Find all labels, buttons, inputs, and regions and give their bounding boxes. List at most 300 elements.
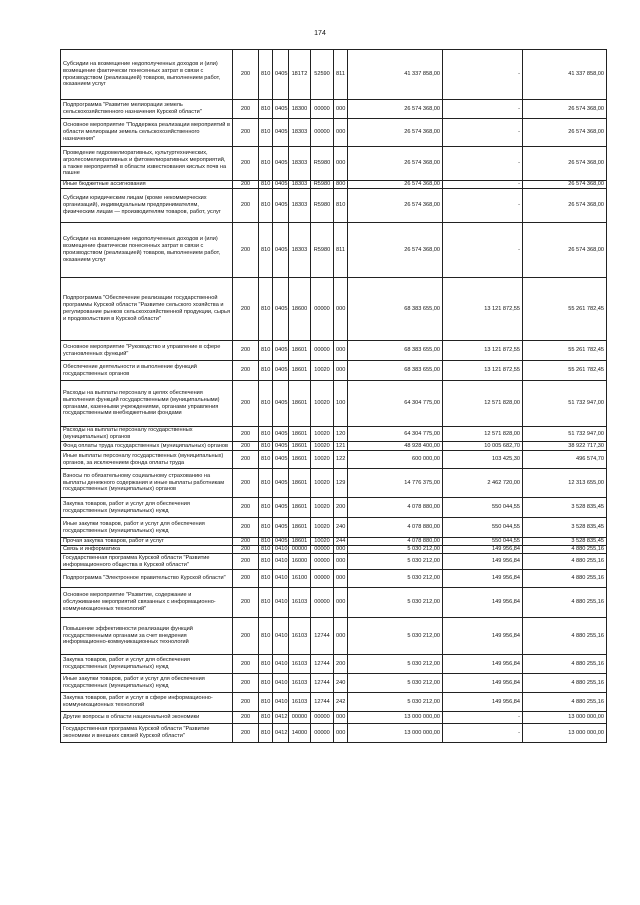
cell-expense-type: 120 <box>334 427 348 442</box>
cell-amount-3: 3 528 835,45 <box>523 518 607 538</box>
cell-code-2: 810 <box>259 147 273 181</box>
cell-target-2: 00000 <box>311 570 334 588</box>
cell-code-2: 810 <box>259 469 273 498</box>
table-row <box>61 181 607 189</box>
cell-target-2: 10020 <box>311 498 334 518</box>
cell-amount-3: 26 574 368,00 <box>523 223 607 278</box>
cell-target-2: 10020 <box>311 427 334 442</box>
cell-amount-3: 13 000 000,00 <box>523 724 607 743</box>
cell-code-1: 200 <box>233 554 259 570</box>
cell-code-2: 810 <box>259 427 273 442</box>
cell-expense-type: 000 <box>334 618 348 655</box>
cell-amount-1: 64 304 775,00 <box>348 427 443 442</box>
cell-amount-2: - <box>443 181 523 189</box>
cell-target-2: R5980 <box>311 147 334 181</box>
cell-target-2: R5980 <box>311 181 334 189</box>
table-row <box>61 381 607 427</box>
cell-section: 0410 <box>273 570 289 588</box>
cell-amount-3: 38 922 717,30 <box>523 442 607 451</box>
cell-section: 0405 <box>273 538 289 546</box>
cell-name: Закупка товаров, работ и услуг для обеспечения государственных (муниципальных) нужд <box>61 498 233 518</box>
cell-target-1: 18601 <box>289 381 311 427</box>
cell-amount-1: 5 030 212,00 <box>348 570 443 588</box>
table-row <box>61 119 607 147</box>
cell-section: 0405 <box>273 427 289 442</box>
cell-expense-type: 000 <box>334 100 348 119</box>
table-row <box>61 189 607 223</box>
cell-name: Проведение гидромелиоративных, культуртехнических, агролесомелиоративных и фитомелиоративных мероприятий, а также мероприятий в области известкования кислых почв на пашне <box>61 147 233 181</box>
cell-code-2: 810 <box>259 693 273 712</box>
cell-name: Иные выплаты персоналу государственных (муниципальных) органов, за исключением фонда оплаты труда <box>61 451 233 469</box>
cell-amount-1: 68 383 655,00 <box>348 278 443 341</box>
cell-target-1: 18601 <box>289 469 311 498</box>
cell-target-1: 00000 <box>289 712 311 724</box>
cell-code-2: 810 <box>259 588 273 618</box>
cell-amount-2: - <box>443 147 523 181</box>
cell-section: 0405 <box>273 119 289 147</box>
cell-expense-type: 200 <box>334 655 348 674</box>
cell-amount-3: 3 528 835,45 <box>523 538 607 546</box>
cell-amount-2: 550 044,55 <box>443 518 523 538</box>
cell-name: Основное мероприятие "Развитие, содержание и обслуживание мероприятий связанных с информационно-коммуникационных технологий" <box>61 588 233 618</box>
cell-amount-3: 26 574 368,00 <box>523 100 607 119</box>
cell-code-2: 810 <box>259 341 273 361</box>
cell-target-2: 00000 <box>311 554 334 570</box>
cell-amount-3: 51 732 947,00 <box>523 381 607 427</box>
cell-amount-3: 55 261 782,45 <box>523 278 607 341</box>
cell-code-2: 810 <box>259 655 273 674</box>
cell-amount-3: 26 574 368,00 <box>523 119 607 147</box>
cell-code-2: 810 <box>259 518 273 538</box>
cell-target-1: 16100 <box>289 570 311 588</box>
cell-code-1: 200 <box>233 381 259 427</box>
cell-target-2: 10020 <box>311 451 334 469</box>
cell-amount-1: 26 574 368,00 <box>348 189 443 223</box>
cell-amount-3: 4 880 255,16 <box>523 693 607 712</box>
cell-section: 0405 <box>273 278 289 341</box>
table-row <box>61 50 607 100</box>
cell-amount-3: 55 261 782,45 <box>523 361 607 381</box>
cell-expense-type: 000 <box>334 341 348 361</box>
cell-code-2: 810 <box>259 223 273 278</box>
cell-amount-1: 68 383 655,00 <box>348 341 443 361</box>
cell-target-1: 16103 <box>289 618 311 655</box>
table-row <box>61 361 607 381</box>
cell-amount-3: 4 880 255,16 <box>523 674 607 693</box>
cell-section: 0405 <box>273 100 289 119</box>
cell-section: 0405 <box>273 181 289 189</box>
cell-amount-2: 103 425,30 <box>443 451 523 469</box>
cell-target-2: 12744 <box>311 655 334 674</box>
table-row <box>61 693 607 712</box>
cell-section: 0412 <box>273 724 289 743</box>
table-row <box>61 618 607 655</box>
cell-section: 0405 <box>273 50 289 100</box>
table-row <box>61 655 607 674</box>
cell-code-2: 810 <box>259 498 273 518</box>
cell-section: 0405 <box>273 498 289 518</box>
cell-target-1: 16103 <box>289 693 311 712</box>
cell-code-1: 200 <box>233 538 259 546</box>
cell-target-1: 18303 <box>289 119 311 147</box>
cell-expense-type: 100 <box>334 381 348 427</box>
cell-name: Другие вопросы в области национальной экономики <box>61 712 233 724</box>
cell-code-1: 200 <box>233 518 259 538</box>
cell-code-1: 200 <box>233 223 259 278</box>
cell-amount-3: 4 880 255,16 <box>523 570 607 588</box>
cell-amount-1: 5 030 212,00 <box>348 618 443 655</box>
cell-section: 0405 <box>273 341 289 361</box>
table-row <box>61 147 607 181</box>
cell-expense-type: 122 <box>334 451 348 469</box>
cell-code-1: 200 <box>233 588 259 618</box>
cell-target-2: 00000 <box>311 119 334 147</box>
cell-target-1: 16103 <box>289 674 311 693</box>
cell-target-2: 12744 <box>311 674 334 693</box>
cell-amount-3: 26 574 368,00 <box>523 147 607 181</box>
cell-code-1: 200 <box>233 546 259 554</box>
cell-code-1: 200 <box>233 693 259 712</box>
table-row <box>61 518 607 538</box>
cell-code-2: 810 <box>259 50 273 100</box>
cell-amount-2: 12 571 828,00 <box>443 381 523 427</box>
cell-amount-3: 55 261 782,45 <box>523 341 607 361</box>
cell-code-1: 200 <box>233 451 259 469</box>
cell-name: Закупка товаров, работ и услуг в сфере информационно-коммуникационных технологий <box>61 693 233 712</box>
cell-code-1: 200 <box>233 341 259 361</box>
cell-target-1: 18303 <box>289 181 311 189</box>
cell-name: Фонд оплаты труда государственных (муниципальных) органов <box>61 442 233 451</box>
cell-target-2: 10020 <box>311 518 334 538</box>
cell-amount-1: 48 928 400,00 <box>348 442 443 451</box>
cell-code-1: 200 <box>233 100 259 119</box>
cell-target-1: 16103 <box>289 655 311 674</box>
cell-section: 0410 <box>273 546 289 554</box>
cell-amount-1: 600 000,00 <box>348 451 443 469</box>
cell-code-2: 810 <box>259 618 273 655</box>
cell-amount-1: 26 574 368,00 <box>348 181 443 189</box>
table-row <box>61 451 607 469</box>
cell-amount-2: 149 956,84 <box>443 570 523 588</box>
cell-code-2: 810 <box>259 451 273 469</box>
cell-target-1: 18303 <box>289 223 311 278</box>
cell-target-2: R5980 <box>311 189 334 223</box>
cell-code-1: 200 <box>233 674 259 693</box>
cell-target-2: 00000 <box>311 546 334 554</box>
cell-expense-type: 000 <box>334 554 348 570</box>
cell-target-2: 00000 <box>311 712 334 724</box>
cell-code-2: 810 <box>259 119 273 147</box>
cell-code-2: 810 <box>259 181 273 189</box>
cell-code-1: 200 <box>233 724 259 743</box>
page-number: 174 <box>314 30 326 37</box>
cell-amount-3: 4 880 255,16 <box>523 655 607 674</box>
cell-name: Подпрограмма "Электронное правительство Курской области" <box>61 570 233 588</box>
cell-code-1: 200 <box>233 469 259 498</box>
cell-expense-type: 000 <box>334 588 348 618</box>
cell-target-2: 00000 <box>311 278 334 341</box>
cell-amount-2: 550 044,55 <box>443 538 523 546</box>
cell-name: Расходы на выплаты персоналу государственных (муниципальных) органов <box>61 427 233 442</box>
cell-code-2: 810 <box>259 361 273 381</box>
cell-amount-1: 68 383 655,00 <box>348 361 443 381</box>
table-row <box>61 538 607 546</box>
cell-target-2: 10020 <box>311 538 334 546</box>
cell-target-2: R5980 <box>311 223 334 278</box>
cell-name: Государственная программа Курской области "Развитие информационного общества в Курской области" <box>61 554 233 570</box>
cell-code-1: 200 <box>233 618 259 655</box>
cell-name: Повышение эффективности реализации функций государственными органами за счет внедрения информационно-коммуникационных технологий <box>61 618 233 655</box>
table-row <box>61 674 607 693</box>
cell-amount-1: 13 000 000,00 <box>348 724 443 743</box>
cell-amount-2: 149 956,84 <box>443 554 523 570</box>
cell-amount-1: 4 078 880,00 <box>348 498 443 518</box>
cell-code-1: 200 <box>233 189 259 223</box>
cell-amount-3: 496 574,70 <box>523 451 607 469</box>
cell-code-1: 200 <box>233 712 259 724</box>
cell-code-2: 810 <box>259 278 273 341</box>
cell-target-2: 00000 <box>311 100 334 119</box>
cell-target-1: 18601 <box>289 498 311 518</box>
cell-target-1: 18601 <box>289 518 311 538</box>
cell-code-2: 810 <box>259 724 273 743</box>
cell-amount-3: 4 880 255,16 <box>523 618 607 655</box>
cell-code-1: 200 <box>233 427 259 442</box>
cell-section: 0412 <box>273 712 289 724</box>
cell-section: 0410 <box>273 674 289 693</box>
cell-section: 0410 <box>273 693 289 712</box>
table-body <box>61 50 607 743</box>
cell-expense-type: 000 <box>334 361 348 381</box>
cell-name: Субсидии юридическим лицам (кроме некоммерческих организаций), индивидуальным предпринимателям, физическим лицам — производителям товаров, работ, услуг <box>61 189 233 223</box>
cell-expense-type: 810 <box>334 189 348 223</box>
cell-section: 0405 <box>273 451 289 469</box>
cell-target-1: 18601 <box>289 538 311 546</box>
cell-section: 0405 <box>273 518 289 538</box>
cell-code-2: 810 <box>259 554 273 570</box>
cell-amount-1: 41 337 858,00 <box>348 50 443 100</box>
cell-expense-type: 811 <box>334 50 348 100</box>
cell-section: 0405 <box>273 442 289 451</box>
table-row <box>61 469 607 498</box>
cell-code-2: 810 <box>259 674 273 693</box>
cell-amount-2: 149 956,84 <box>443 655 523 674</box>
cell-expense-type: 121 <box>334 442 348 451</box>
table-row <box>61 341 607 361</box>
cell-amount-2: 2 462 720,00 <box>443 469 523 498</box>
cell-code-2: 810 <box>259 538 273 546</box>
cell-code-1: 200 <box>233 570 259 588</box>
cell-target-1: 18303 <box>289 189 311 223</box>
cell-amount-3: 26 574 368,00 <box>523 181 607 189</box>
cell-section: 0410 <box>273 618 289 655</box>
cell-amount-2: 149 956,84 <box>443 674 523 693</box>
cell-target-2: 12744 <box>311 693 334 712</box>
cell-target-1: 18600 <box>289 278 311 341</box>
cell-amount-1: 4 078 880,00 <box>348 518 443 538</box>
cell-amount-2: - <box>443 223 523 278</box>
cell-code-1: 200 <box>233 147 259 181</box>
cell-target-1: 18601 <box>289 341 311 361</box>
cell-amount-2: 550 044,55 <box>443 498 523 518</box>
cell-amount-3: 13 000 000,00 <box>523 712 607 724</box>
cell-amount-1: 5 030 212,00 <box>348 554 443 570</box>
cell-expense-type: 000 <box>334 712 348 724</box>
cell-amount-3: 51 732 947,00 <box>523 427 607 442</box>
cell-target-1: 18601 <box>289 361 311 381</box>
cell-target-2: 12744 <box>311 618 334 655</box>
cell-code-1: 200 <box>233 498 259 518</box>
cell-target-1: 18601 <box>289 442 311 451</box>
cell-amount-2: - <box>443 724 523 743</box>
cell-amount-1: 13 000 000,00 <box>348 712 443 724</box>
table-row <box>61 724 607 743</box>
cell-name: Подпрограмма "Обеспечение реализации государственной программы Курской области "Развитие сельского хозяйства и регулирование рынков сельскохозяйственной продукции, сырья и продовольствия в Курской области" <box>61 278 233 341</box>
cell-target-1: 181T2 <box>289 50 311 100</box>
cell-code-1: 200 <box>233 361 259 381</box>
cell-amount-2: - <box>443 100 523 119</box>
cell-code-1: 200 <box>233 50 259 100</box>
cell-section: 0405 <box>273 469 289 498</box>
table-row <box>61 442 607 451</box>
cell-amount-1: 5 030 212,00 <box>348 655 443 674</box>
cell-name: Связь и информатика <box>61 546 233 554</box>
cell-amount-2: 149 956,84 <box>443 693 523 712</box>
cell-section: 0405 <box>273 381 289 427</box>
cell-target-1: 18601 <box>289 451 311 469</box>
cell-section: 0410 <box>273 588 289 618</box>
cell-section: 0405 <box>273 223 289 278</box>
cell-amount-2: 149 956,84 <box>443 588 523 618</box>
cell-expense-type: 800 <box>334 181 348 189</box>
table-row <box>61 427 607 442</box>
cell-target-2: 00000 <box>311 588 334 618</box>
cell-expense-type: 240 <box>334 674 348 693</box>
cell-name: Расходы на выплаты персоналу в целях обеспечения выполнения функций государственными (муниципальными) органами, казенными учреждениями, органами управления государственными внебюджетными фондами <box>61 381 233 427</box>
cell-amount-1: 5 030 212,00 <box>348 588 443 618</box>
cell-name: Иные бюджетные ассигнования <box>61 181 233 189</box>
cell-name: Обеспечение деятельности и выполнение функций государственных органов <box>61 361 233 381</box>
cell-expense-type: 200 <box>334 498 348 518</box>
cell-code-2: 810 <box>259 189 273 223</box>
cell-target-1: 00000 <box>289 546 311 554</box>
cell-amount-2: 13 121 872,55 <box>443 341 523 361</box>
cell-name: Иные закупки товаров, работ и услуг для обеспечения государственных (муниципальных) нужд <box>61 518 233 538</box>
cell-target-2: 10020 <box>311 361 334 381</box>
cell-name: Государственная программа Курской области "Развитие экономики и внешних связей Курской области" <box>61 724 233 743</box>
cell-section: 0405 <box>273 361 289 381</box>
cell-target-1: 18300 <box>289 100 311 119</box>
table-row <box>61 278 607 341</box>
cell-expense-type: 242 <box>334 693 348 712</box>
cell-code-1: 200 <box>233 119 259 147</box>
cell-expense-type: 000 <box>334 570 348 588</box>
cell-name: Взносы по обязательному социальному страхованию на выплаты денежного содержания и иные выплаты работникам государственных (муниципальных) органов <box>61 469 233 498</box>
cell-amount-2: - <box>443 119 523 147</box>
cell-amount-2: - <box>443 189 523 223</box>
cell-amount-1: 26 574 368,00 <box>348 119 443 147</box>
cell-target-1: 18601 <box>289 427 311 442</box>
cell-name: Подпрограмма "Развитие мелиорации земель сельскохозяйственного назначения Курской области" <box>61 100 233 119</box>
cell-amount-3: 26 574 368,00 <box>523 189 607 223</box>
cell-target-2: 00000 <box>311 724 334 743</box>
cell-expense-type: 000 <box>334 724 348 743</box>
cell-amount-2: 149 956,84 <box>443 618 523 655</box>
cell-amount-1: 5 030 212,00 <box>348 546 443 554</box>
cell-amount-3: 3 528 835,45 <box>523 498 607 518</box>
cell-amount-2: - <box>443 712 523 724</box>
cell-name: Закупка товаров, работ и услуг для обеспечения государственных (муниципальных) нужд <box>61 655 233 674</box>
cell-amount-1: 26 574 368,00 <box>348 223 443 278</box>
cell-name: Основное мероприятие "Поддержка реализации мероприятий в области мелиорации земель сельскохозяйственного назначения" <box>61 119 233 147</box>
cell-name: Субсидии на возмещение недополученных доходов и (или) возмещение фактически понесенных затрат в связи с производством (реализацией) товаров, выполнением работ, оказанием услуг <box>61 50 233 100</box>
cell-amount-1: 5 030 212,00 <box>348 674 443 693</box>
cell-code-2: 810 <box>259 712 273 724</box>
cell-amount-1: 4 078 880,00 <box>348 538 443 546</box>
cell-amount-3: 4 880 255,16 <box>523 546 607 554</box>
cell-amount-2: - <box>443 50 523 100</box>
cell-code-2: 810 <box>259 570 273 588</box>
table-row <box>61 100 607 119</box>
cell-code-1: 200 <box>233 655 259 674</box>
table-row <box>61 570 607 588</box>
cell-target-1: 14000 <box>289 724 311 743</box>
budget-table <box>60 49 607 743</box>
cell-amount-2: 13 121 872,55 <box>443 278 523 341</box>
cell-amount-2: 12 571 828,00 <box>443 427 523 442</box>
cell-name: Основное мероприятие "Руководство и управление в сфере установленных функций" <box>61 341 233 361</box>
table-row <box>61 712 607 724</box>
cell-expense-type: 000 <box>334 119 348 147</box>
cell-name: Иные закупки товаров, работ и услуг для обеспечения государственных (муниципальных) нужд <box>61 674 233 693</box>
cell-target-2: 10020 <box>311 442 334 451</box>
table-row <box>61 554 607 570</box>
cell-amount-3: 4 880 255,16 <box>523 554 607 570</box>
cell-code-1: 200 <box>233 181 259 189</box>
cell-amount-1: 14 776 375,00 <box>348 469 443 498</box>
cell-expense-type: 244 <box>334 538 348 546</box>
cell-amount-1: 26 574 368,00 <box>348 147 443 181</box>
cell-amount-1: 64 304 775,00 <box>348 381 443 427</box>
cell-amount-2: 13 121 872,55 <box>443 361 523 381</box>
cell-name: Субсидии на возмещение недополученных доходов и (или) возмещение фактически понесенных затрат в связи с производством (реализацией) товаров, выполнением работ, оказанием услуг <box>61 223 233 278</box>
cell-target-2: 10020 <box>311 381 334 427</box>
cell-expense-type: 240 <box>334 518 348 538</box>
cell-amount-1: 5 030 212,00 <box>348 693 443 712</box>
cell-code-2: 810 <box>259 442 273 451</box>
cell-section: 0410 <box>273 655 289 674</box>
cell-amount-2: 10 005 682,70 <box>443 442 523 451</box>
cell-code-2: 810 <box>259 381 273 427</box>
table-row <box>61 546 607 554</box>
cell-amount-3: 12 313 655,00 <box>523 469 607 498</box>
cell-code-2: 810 <box>259 100 273 119</box>
cell-amount-1: 26 574 368,00 <box>348 100 443 119</box>
cell-expense-type: 811 <box>334 223 348 278</box>
table-row <box>61 498 607 518</box>
cell-target-2: 00000 <box>311 341 334 361</box>
cell-section: 0405 <box>273 189 289 223</box>
table-row <box>61 223 607 278</box>
cell-section: 0405 <box>273 147 289 181</box>
cell-code-1: 200 <box>233 278 259 341</box>
cell-amount-3: 4 880 255,16 <box>523 588 607 618</box>
cell-amount-2: 149 956,84 <box>443 546 523 554</box>
cell-amount-3: 41 337 858,00 <box>523 50 607 100</box>
cell-expense-type: 000 <box>334 147 348 181</box>
cell-target-2: 10020 <box>311 469 334 498</box>
cell-expense-type: 000 <box>334 278 348 341</box>
